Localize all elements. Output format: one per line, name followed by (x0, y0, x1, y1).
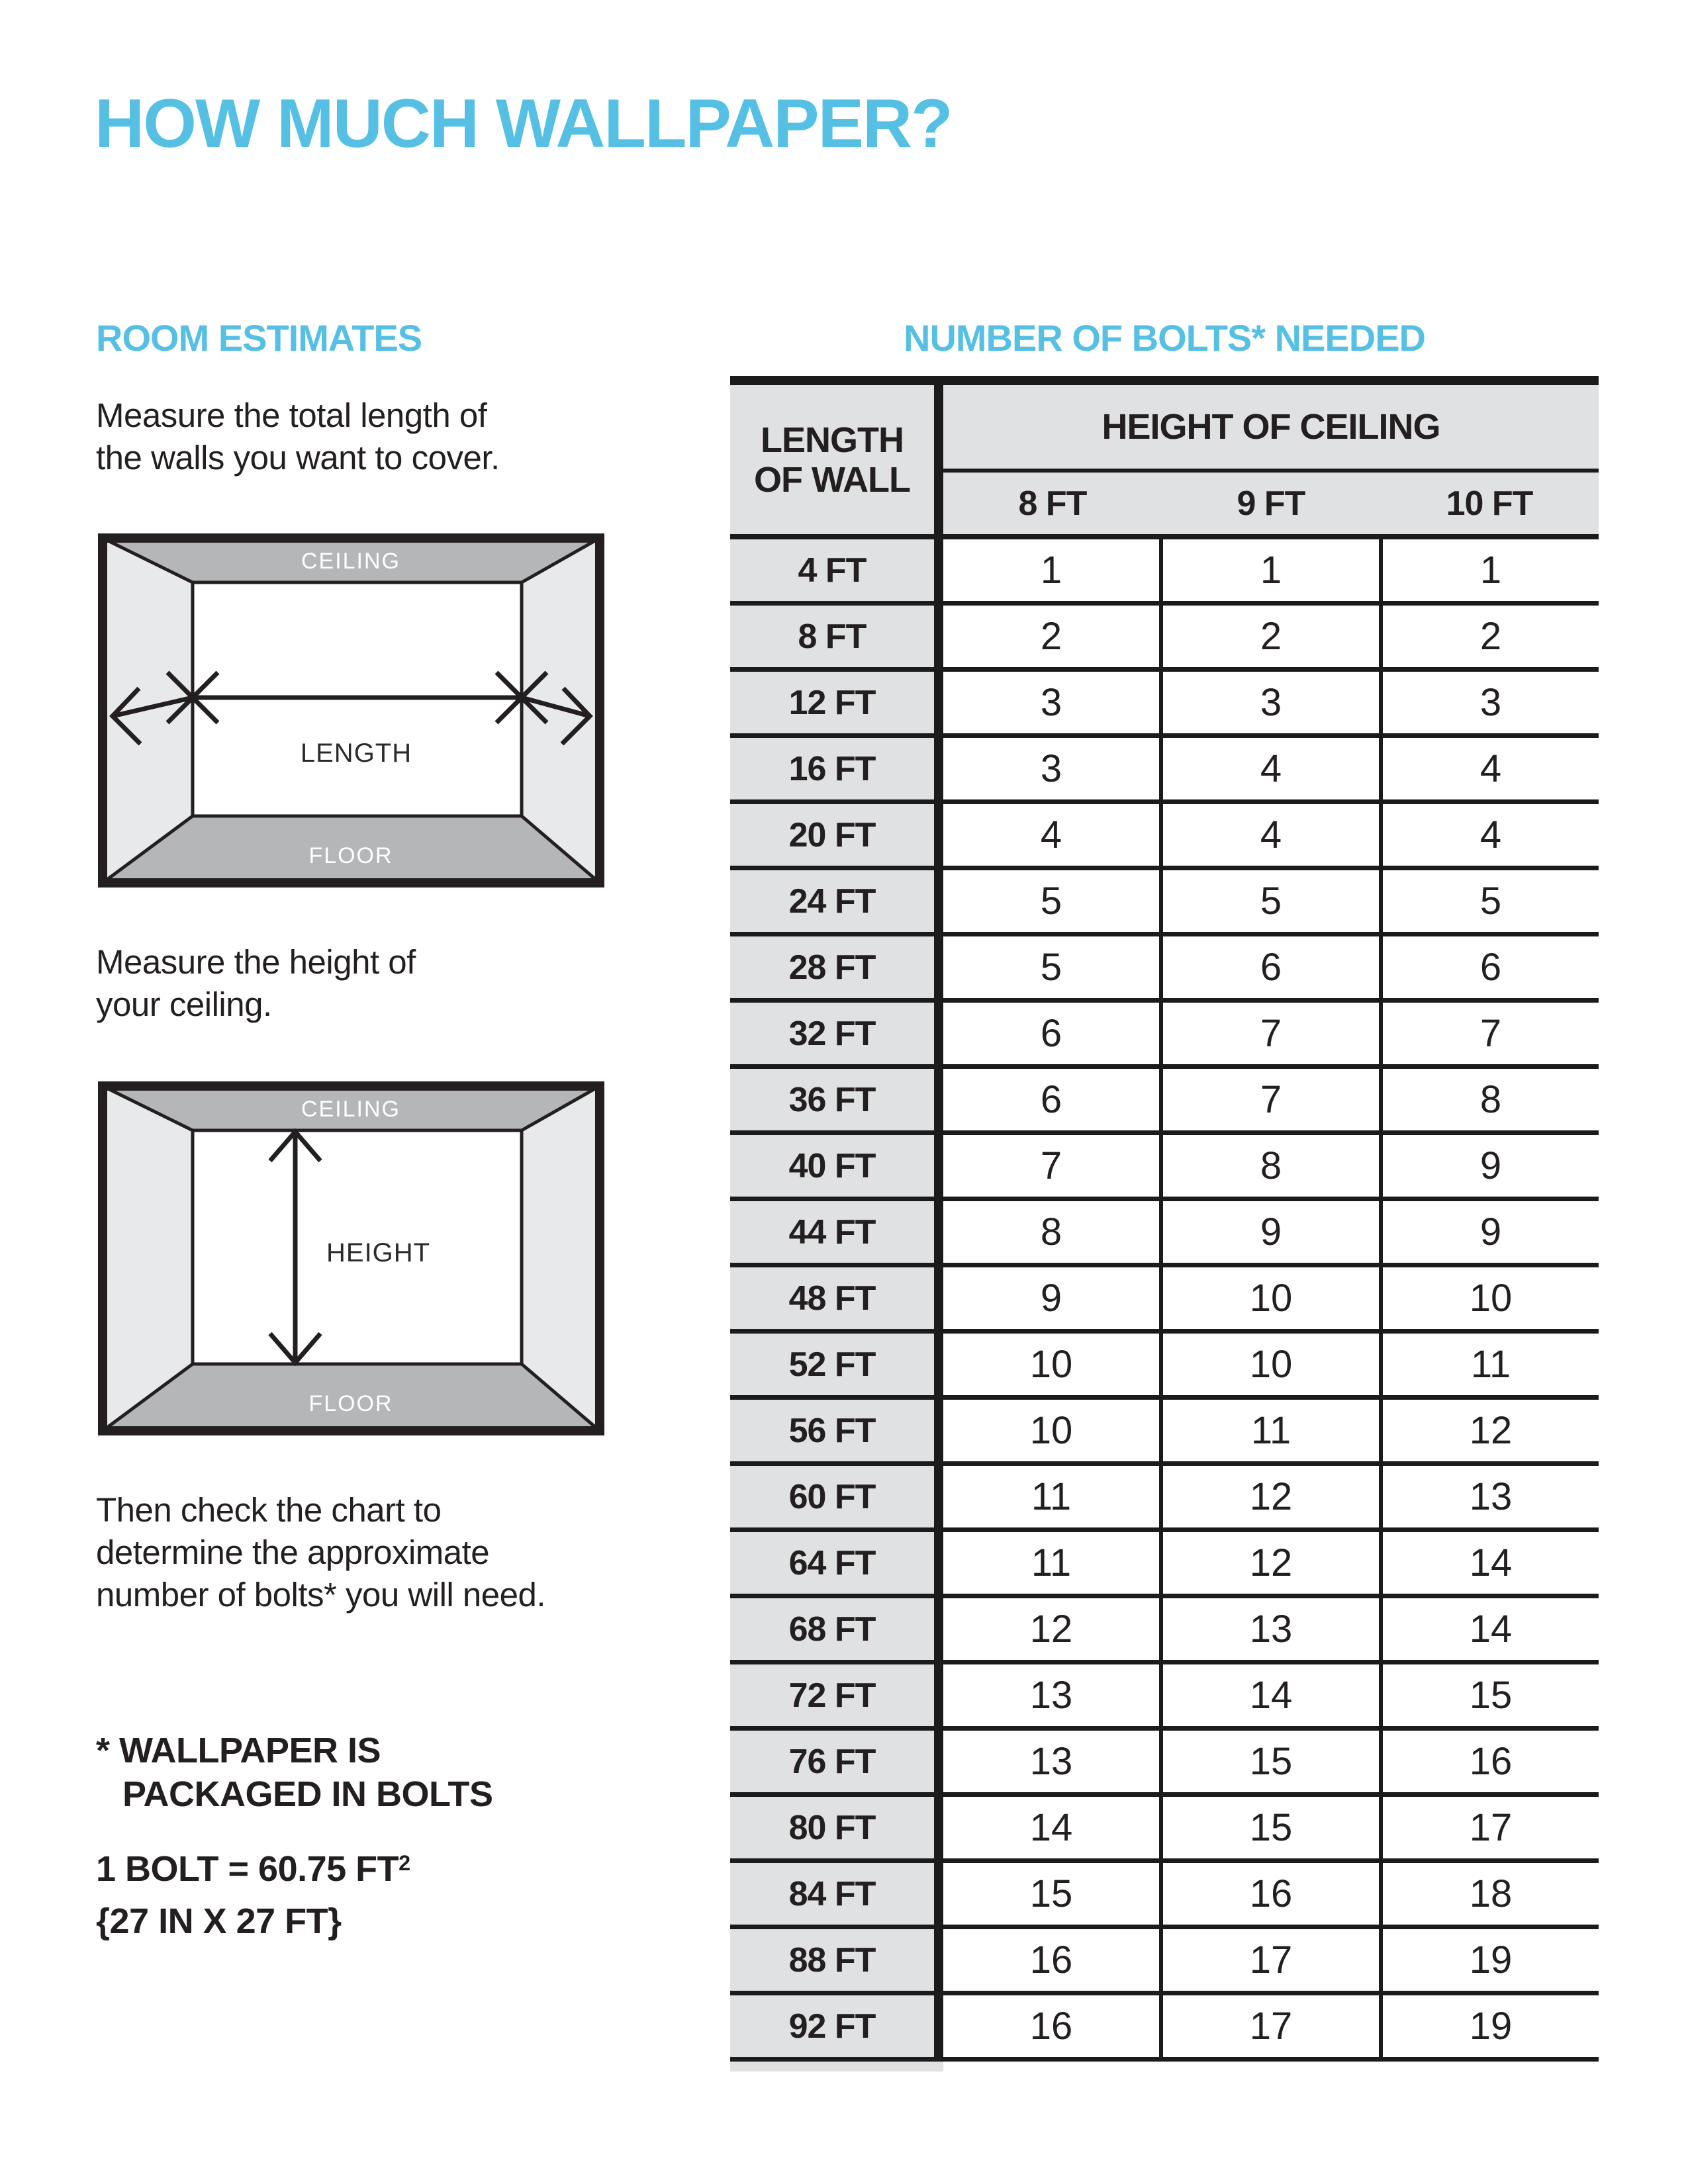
bolt-equation-text: 1 BOLT = 60.75 FT (96, 1849, 399, 1889)
wall-length-label: 80 FT (730, 1797, 943, 1858)
bolt-count-cell: 3 (1159, 672, 1379, 733)
wall-length-label: 16 FT (730, 738, 943, 799)
room-height-diagram (98, 1081, 604, 1435)
bolts-footnote (96, 1729, 493, 1816)
wall-length-label: 40 FT (730, 1135, 943, 1197)
table-row (730, 1664, 1599, 1731)
bolt-count-cell: 14 (1159, 1664, 1379, 1726)
bolt-count-cell: 8 (1379, 1069, 1599, 1130)
bolt-count-cell: 1 (1159, 539, 1379, 601)
wall-length-label: 12 FT (730, 672, 943, 733)
length-of-wall-header (730, 385, 943, 534)
bolt-dimensions: {27 IN X 27 FT} (96, 1901, 342, 1941)
wall-length-label: 36 FT (730, 1069, 943, 1130)
table-row (730, 738, 1599, 804)
bolt-count-cell: 4 (1379, 738, 1599, 799)
table-row (730, 1069, 1599, 1135)
floor-label: FLOOR (308, 843, 393, 868)
wall-length-label: 24 FT (730, 870, 943, 932)
table-row (730, 1863, 1599, 1929)
table-row (730, 1731, 1599, 1797)
bolt-equation (96, 1845, 410, 1897)
bolt-count-cell: 1 (1379, 539, 1599, 601)
bolt-count-cell: 19 (1379, 1929, 1599, 1991)
table-row (730, 539, 1599, 606)
bolt-count-cell: 7 (1159, 1069, 1379, 1130)
bolt-count-cell: 1 (943, 539, 1159, 601)
bolt-count-cell: 10 (1379, 1267, 1599, 1329)
wall-length-label: 4 FT (730, 539, 943, 601)
bolt-count-cell: 7 (943, 1135, 1159, 1197)
floor-label: FLOOR (308, 1391, 393, 1416)
wall-length-label: 64 FT (730, 1532, 943, 1594)
table-row (730, 870, 1599, 936)
bolt-count-cell: 12 (1159, 1466, 1379, 1527)
table-row (730, 1797, 1599, 1863)
height-of-ceiling-header: HEIGHT OF CEILING (943, 385, 1599, 473)
bolt-count-cell: 8 (1159, 1135, 1379, 1197)
table-row (730, 1135, 1599, 1201)
bolt-count-cell: 13 (943, 1664, 1159, 1726)
wall-length-label: 56 FT (730, 1400, 943, 1461)
wall-length-label: 44 FT (730, 1201, 943, 1263)
table-row (730, 1400, 1599, 1466)
bolt-count-cell: 9 (1379, 1201, 1599, 1263)
bolt-count-cell: 5 (1379, 870, 1599, 932)
wall-length-label: 72 FT (730, 1664, 943, 1726)
table-row (730, 1995, 1599, 2062)
table-row (730, 936, 1599, 1003)
bolt-count-cell: 4 (1379, 804, 1599, 866)
bolt-count-cell: 13 (1379, 1466, 1599, 1527)
table-row (730, 1598, 1599, 1664)
bolt-count-cell: 15 (1159, 1797, 1379, 1858)
ceiling-label: CEILING (301, 549, 401, 574)
bolt-count-cell: 2 (1159, 606, 1379, 667)
table-row (730, 804, 1599, 870)
step1-line2: the walls you want to cover. (96, 439, 500, 477)
bolt-count-cell: 16 (1159, 1863, 1379, 1925)
wall-length-label: 88 FT (730, 1929, 943, 1991)
wall-length-label: 92 FT (730, 1995, 943, 2057)
table-top-rule (730, 376, 1599, 385)
bolt-count-cell: 11 (943, 1532, 1159, 1594)
table-row (730, 1201, 1599, 1267)
table-row (730, 672, 1599, 738)
bolt-count-cell: 5 (1159, 870, 1379, 932)
wall-length-label: 48 FT (730, 1267, 943, 1329)
bolts-needed-heading: NUMBER OF BOLTS* NEEDED (904, 317, 1425, 359)
bolt-count-cell: 12 (943, 1598, 1159, 1660)
bolt-count-cell: 13 (1159, 1598, 1379, 1660)
wall-length-label: 32 FT (730, 1003, 943, 1064)
bolt-count-cell: 11 (1159, 1400, 1379, 1461)
wall-length-label: 84 FT (730, 1863, 943, 1925)
bolt-count-cell: 6 (1159, 936, 1379, 998)
bolt-count-cell: 5 (943, 870, 1159, 932)
bolts-table (730, 376, 1599, 2071)
squared-superscript: 2 (399, 1850, 410, 1875)
step2-line1: Measure the height of (96, 943, 416, 981)
wall-length-label: 52 FT (730, 1334, 943, 1395)
bolt-count-cell: 9 (943, 1267, 1159, 1329)
wall-length-label: 68 FT (730, 1598, 943, 1660)
bolt-count-cell: 16 (943, 1929, 1159, 1991)
step3-line2: determine the approximate (96, 1533, 490, 1571)
ceiling-label: CEILING (301, 1097, 401, 1122)
bolt-count-cell: 10 (1159, 1267, 1379, 1329)
bolt-count-cell: 12 (1159, 1532, 1379, 1594)
table-body (730, 539, 1599, 2062)
step1-instruction (96, 394, 500, 479)
bolt-count-cell: 4 (1159, 738, 1379, 799)
bolt-count-cell: 5 (943, 936, 1159, 998)
bolt-count-cell: 9 (1379, 1135, 1599, 1197)
footnote-line1 (96, 1729, 493, 1772)
col-header-10ft: 10 FT (1446, 484, 1533, 523)
bolt-count-cell: 14 (943, 1797, 1159, 1858)
bolt-count-cell: 15 (943, 1863, 1159, 1925)
bolt-count-cell: 14 (1379, 1532, 1599, 1594)
ceiling-height-columns (943, 473, 1599, 534)
length-measure-label: LENGTH (300, 739, 412, 768)
bolt-count-cell: 2 (943, 606, 1159, 667)
table-row (730, 1267, 1599, 1334)
bolt-count-cell: 9 (1159, 1201, 1379, 1263)
length-of-wall-line1: LENGTH (761, 420, 904, 460)
bolt-count-cell: 10 (943, 1334, 1159, 1395)
bolt-count-cell: 3 (943, 738, 1159, 799)
bolt-count-cell: 11 (943, 1466, 1159, 1527)
bolt-count-cell: 17 (1379, 1797, 1599, 1858)
bolt-count-cell: 6 (1379, 936, 1599, 998)
bolt-count-cell: 4 (943, 804, 1159, 866)
footnote-text1: WALLPAPER IS (119, 1731, 381, 1770)
col-header-8ft: 8 FT (1018, 484, 1087, 523)
bolt-count-cell: 6 (943, 1069, 1159, 1130)
page-title: HOW MUCH WALLPAPER? (95, 85, 952, 162)
table-header (730, 385, 1599, 539)
wall-length-label: 28 FT (730, 936, 943, 998)
table-row (730, 606, 1599, 672)
wall-length-label: 20 FT (730, 804, 943, 866)
footnote-text2: PACKAGED IN BOLTS (122, 1774, 493, 1814)
ceiling-header-group (943, 385, 1599, 534)
table-row (730, 1003, 1599, 1069)
bolt-count-cell: 15 (1379, 1664, 1599, 1726)
bolt-count-cell: 7 (1159, 1003, 1379, 1064)
table-row (730, 1929, 1599, 1995)
bolt-count-cell: 16 (943, 1995, 1159, 2057)
bolt-count-cell: 14 (1379, 1598, 1599, 1660)
bolt-count-cell: 16 (1379, 1731, 1599, 1792)
table-footer-strip (730, 2062, 943, 2071)
bolt-count-cell: 19 (1379, 1995, 1599, 2057)
bolt-count-cell: 15 (1159, 1731, 1379, 1792)
step2-line2: your ceiling. (96, 985, 272, 1023)
bolt-count-cell: 13 (943, 1731, 1159, 1792)
step3-line1: Then check the chart to (96, 1491, 442, 1529)
bolt-count-cell: 17 (1159, 1929, 1379, 1991)
step2-instruction (96, 941, 416, 1026)
bolt-count-cell: 3 (943, 672, 1159, 733)
wall-length-label: 8 FT (730, 606, 943, 667)
room-estimates-heading: ROOM ESTIMATES (96, 317, 422, 359)
step3-instruction (96, 1489, 545, 1616)
footnote-asterisk: * (96, 1731, 110, 1770)
table-row (730, 1334, 1599, 1400)
length-of-wall-line2: OF WALL (754, 459, 910, 500)
bolt-count-cell: 2 (1379, 606, 1599, 667)
step1-line1: Measure the total length of (96, 396, 487, 434)
table-row (730, 1532, 1599, 1598)
wall-length-label: 60 FT (730, 1466, 943, 1527)
height-measure-label: HEIGHT (326, 1238, 431, 1267)
bolt-count-cell: 8 (943, 1201, 1159, 1263)
bolt-count-cell: 10 (1159, 1334, 1379, 1395)
bolt-count-cell: 10 (943, 1400, 1159, 1461)
bolt-count-cell: 7 (1379, 1003, 1599, 1064)
col-header-9ft: 9 FT (1237, 484, 1305, 523)
bolt-count-cell: 6 (943, 1003, 1159, 1064)
bolt-count-cell: 12 (1379, 1400, 1599, 1461)
bolt-size-info (96, 1845, 410, 1945)
bolt-count-cell: 11 (1379, 1334, 1599, 1395)
table-row (730, 1466, 1599, 1532)
step3-line3: number of bolts* you will need. (96, 1576, 546, 1614)
wall-length-label: 76 FT (730, 1731, 943, 1792)
bolt-count-cell: 18 (1379, 1863, 1599, 1925)
room-length-diagram (98, 533, 604, 887)
bolt-count-cell: 3 (1379, 672, 1599, 733)
bolt-count-cell: 4 (1159, 804, 1379, 866)
bolt-count-cell: 17 (1159, 1995, 1379, 2057)
